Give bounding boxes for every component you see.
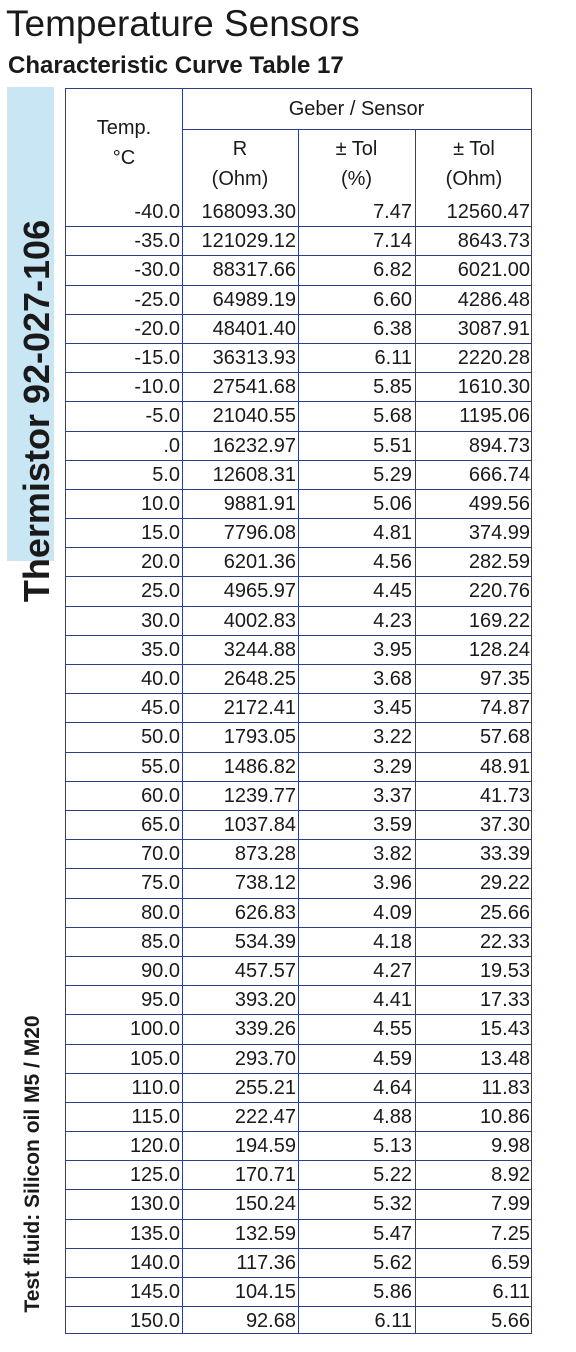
r-cell: 21040.55 xyxy=(212,405,296,428)
sensor-group-header: Geber / Sensor xyxy=(288,98,425,120)
table-row xyxy=(66,723,533,752)
table-row xyxy=(66,1220,533,1249)
row-divider xyxy=(66,343,531,344)
temp-cell: -15.0 xyxy=(134,346,180,369)
table-row xyxy=(66,519,533,548)
tol-ohm-cell: 666.74 xyxy=(468,463,530,486)
tol-ohm-cell: 8.92 xyxy=(491,1164,530,1187)
tol-ohm-cell: 128.24 xyxy=(468,638,530,661)
table-row xyxy=(66,636,533,665)
tol-ohm-cell: 1195.06 xyxy=(459,405,530,428)
temp-cell: 85.0 xyxy=(141,930,180,953)
r-cell: 3244.88 xyxy=(223,638,296,661)
tol-ohm-header-line2: (Ohm) xyxy=(445,168,503,190)
tol-pct-cell: 5.86 xyxy=(373,1281,412,1304)
tol-ohm-header-line1: ± Tol xyxy=(453,138,495,160)
tol-pct-cell: 5.68 xyxy=(373,405,412,428)
tol-pct-cell: 4.59 xyxy=(373,1047,412,1070)
temp-cell: 20.0 xyxy=(141,551,180,574)
tol-pct-cell: 4.27 xyxy=(373,959,412,982)
tol-pct-cell: 4.88 xyxy=(373,1105,412,1128)
temp-cell: 135.0 xyxy=(129,1222,180,1245)
tol-pct-cell: 7.14 xyxy=(373,230,412,253)
table-row xyxy=(66,344,533,373)
tol-ohm-cell: 3087.91 xyxy=(457,317,530,340)
row-divider xyxy=(66,1277,531,1278)
tol-pct-cell: 7.47 xyxy=(373,201,412,223)
temp-cell: 120.0 xyxy=(129,1135,180,1158)
tol-pct-cell: 3.68 xyxy=(373,668,412,691)
r-cell: 1793.05 xyxy=(223,726,296,749)
r-cell: 339.26 xyxy=(234,1018,296,1041)
temp-cell: 150.0 xyxy=(129,1310,180,1333)
tol-pct-header xyxy=(298,134,415,194)
tol-ohm-cell: 57.68 xyxy=(479,726,530,749)
r-cell: 534.39 xyxy=(234,930,296,953)
r-cell: 104.15 xyxy=(234,1281,296,1304)
temp-cell: 15.0 xyxy=(141,522,180,545)
row-divider xyxy=(66,314,531,315)
table-row xyxy=(66,198,533,227)
r-cell: 7796.08 xyxy=(223,522,296,545)
r-cell: 4965.97 xyxy=(223,580,296,603)
test-fluid-note: Test fluid: Silicon oil M5 / M20 xyxy=(21,1015,44,1313)
tol-pct-cell: 6.38 xyxy=(373,317,412,340)
tol-pct-cell: 3.95 xyxy=(373,638,412,661)
temp-cell: 95.0 xyxy=(141,989,180,1012)
row-divider xyxy=(66,898,531,899)
tol-ohm-cell: 7.99 xyxy=(491,1193,530,1216)
table-row xyxy=(66,957,533,986)
tol-pct-cell: 6.60 xyxy=(373,288,412,311)
table-row xyxy=(66,811,533,840)
table-row xyxy=(66,928,533,957)
tol-ohm-cell: 2220.28 xyxy=(457,346,530,369)
temp-cell: 110.0 xyxy=(131,1076,180,1099)
row-divider xyxy=(66,576,531,577)
r-cell: 626.83 xyxy=(234,901,296,924)
row-divider xyxy=(66,255,531,256)
r-cell: 457.57 xyxy=(234,959,296,982)
row-divider xyxy=(66,810,531,811)
tol-ohm-cell: 894.73 xyxy=(468,434,530,457)
tol-ohm-cell: 97.35 xyxy=(479,668,530,691)
temp-cell: 140.0 xyxy=(129,1251,180,1274)
r-cell: 117.36 xyxy=(236,1251,296,1274)
r-cell: 1037.84 xyxy=(223,813,296,836)
table-row xyxy=(66,665,533,694)
tol-ohm-cell: 220.76 xyxy=(468,580,530,603)
r-cell: 48401.40 xyxy=(212,317,296,340)
table-row xyxy=(66,1161,533,1190)
tol-pct-cell: 5.32 xyxy=(373,1193,412,1216)
temp-cell: -40.0 xyxy=(134,201,180,223)
table-row xyxy=(66,577,533,606)
tol-ohm-cell: 169.22 xyxy=(468,609,530,632)
tol-pct-cell: 5.85 xyxy=(373,376,412,399)
r-header-line2: (Ohm) xyxy=(211,168,269,190)
table-row xyxy=(66,1103,533,1132)
thermistor-label: Thermistor 92-027-106 xyxy=(16,219,57,603)
tol-pct-cell: 5.51 xyxy=(373,434,412,457)
table-row xyxy=(66,1278,533,1307)
tol-pct-header-line2: (%) xyxy=(340,168,373,190)
characteristic-table xyxy=(65,88,532,1334)
tol-pct-cell: 3.82 xyxy=(373,843,412,866)
r-header-line1: R xyxy=(232,138,248,160)
tol-pct-cell: 3.45 xyxy=(373,697,412,720)
group-header-divider xyxy=(182,129,531,130)
row-divider xyxy=(66,547,531,548)
table-row xyxy=(66,227,533,256)
row-divider xyxy=(66,956,531,957)
tol-ohm-cell: 282.59 xyxy=(468,551,530,574)
row-divider xyxy=(66,781,531,782)
tol-ohm-cell: 12560.47 xyxy=(446,201,530,223)
r-cell: 92.68 xyxy=(245,1310,296,1333)
row-divider xyxy=(66,606,531,607)
tol-pct-cell: 6.82 xyxy=(373,259,412,282)
temp-cell: 75.0 xyxy=(141,872,180,895)
table-row xyxy=(66,1074,533,1103)
tol-ohm-cell: 19.53 xyxy=(479,959,530,982)
tol-ohm-header xyxy=(415,134,533,194)
tol-pct-cell: 3.29 xyxy=(373,755,412,778)
r-cell: 873.28 xyxy=(234,843,296,866)
tol-ohm-cell: 41.73 xyxy=(479,784,530,807)
table-row xyxy=(66,315,533,344)
tol-pct-cell: 4.45 xyxy=(373,580,412,603)
r-cell: 9881.91 xyxy=(223,492,296,515)
tol-ohm-cell: 74.87 xyxy=(479,697,530,720)
temp-cell: 65.0 xyxy=(141,813,180,836)
row-divider xyxy=(66,1073,531,1074)
r-cell: 255.21 xyxy=(234,1076,296,1099)
r-cell: 64989.19 xyxy=(212,288,296,311)
tol-ohm-cell: 1610.30 xyxy=(457,376,530,399)
tol-pct-cell: 6.11 xyxy=(374,1310,412,1333)
tol-ohm-cell: 8643.73 xyxy=(457,230,530,253)
page-title: Temperature Sensors xyxy=(6,3,360,44)
r-cell: 222.47 xyxy=(234,1105,296,1128)
temp-header-line1: Temp. xyxy=(96,117,152,139)
table-row xyxy=(66,286,533,315)
tol-ohm-cell: 15.43 xyxy=(479,1018,530,1041)
temp-header xyxy=(66,113,182,173)
row-divider xyxy=(66,1306,531,1307)
table-row xyxy=(66,461,533,490)
tol-ohm-cell: 37.30 xyxy=(479,813,530,836)
tol-ohm-cell: 25.66 xyxy=(479,901,530,924)
temp-cell: -35.0 xyxy=(134,230,180,253)
tol-pct-cell: 4.81 xyxy=(373,522,412,545)
table-row xyxy=(66,840,533,869)
row-divider xyxy=(66,839,531,840)
table-row xyxy=(66,432,533,461)
temp-cell: 25.0 xyxy=(141,580,180,603)
tol-pct-cell: 4.23 xyxy=(373,609,412,632)
table-row xyxy=(66,490,533,519)
temp-cell: 5.0 xyxy=(152,463,180,486)
tol-pct-cell: 4.41 xyxy=(373,989,412,1012)
tol-ohm-cell: 22.33 xyxy=(479,930,530,953)
r-cell: 88317.66 xyxy=(212,259,296,282)
tol-ohm-cell: 48.91 xyxy=(479,755,530,778)
table-row xyxy=(66,753,533,782)
table-row xyxy=(66,1307,533,1336)
tol-ohm-cell: 6021.00 xyxy=(457,259,530,282)
table-row xyxy=(66,1045,533,1074)
page-subtitle: Characteristic Curve Table 17 xyxy=(8,52,344,79)
table-row xyxy=(66,373,533,402)
temp-cell: 35.0 xyxy=(141,638,180,661)
table-row xyxy=(66,986,533,1015)
tol-pct-header-line1: ± Tol xyxy=(335,138,378,160)
temp-cell: 70.0 xyxy=(141,843,180,866)
table-row xyxy=(66,869,533,898)
temp-cell: 10.0 xyxy=(141,492,180,515)
row-divider xyxy=(66,722,531,723)
row-divider xyxy=(66,489,531,490)
tol-pct-cell: 5.22 xyxy=(373,1164,412,1187)
r-cell: 132.59 xyxy=(234,1222,296,1245)
tol-pct-cell: 4.55 xyxy=(373,1018,412,1041)
temp-cell: 105.0 xyxy=(129,1047,180,1070)
tol-ohm-cell: 9.98 xyxy=(491,1135,530,1158)
side-label-band xyxy=(7,87,57,603)
tol-pct-cell: 5.13 xyxy=(373,1135,412,1158)
tol-pct-cell: 3.37 xyxy=(373,784,412,807)
row-divider xyxy=(66,372,531,373)
tol-ohm-cell: 7.25 xyxy=(491,1222,530,1245)
table-row xyxy=(66,1249,533,1278)
table-row xyxy=(66,899,533,928)
r-cell: 194.59 xyxy=(234,1135,296,1158)
tol-pct-cell: 4.09 xyxy=(373,901,412,924)
temp-cell: -5.0 xyxy=(145,405,180,428)
row-divider xyxy=(66,1131,531,1132)
r-cell: 170.71 xyxy=(234,1164,296,1187)
table-row xyxy=(66,402,533,431)
row-divider xyxy=(66,1102,531,1103)
tol-pct-cell: 4.18 xyxy=(373,930,412,953)
temp-header-line2: °C xyxy=(112,147,136,169)
temp-cell: 145.0 xyxy=(129,1281,180,1304)
table-row xyxy=(66,256,533,285)
row-divider xyxy=(66,518,531,519)
tol-pct-cell: 3.96 xyxy=(373,872,412,895)
tol-ohm-cell: 13.48 xyxy=(479,1047,530,1070)
temp-cell: 100.0 xyxy=(129,1018,180,1041)
tol-ohm-cell: 11.83 xyxy=(481,1076,530,1099)
tol-ohm-cell: 4286.48 xyxy=(457,288,530,311)
tol-ohm-cell: 33.39 xyxy=(479,843,530,866)
tol-ohm-cell: 374.99 xyxy=(468,522,530,545)
row-divider xyxy=(66,1189,531,1190)
r-cell: 150.24 xyxy=(234,1193,296,1216)
temp-cell: -10.0 xyxy=(134,376,180,399)
tol-ohm-cell: 5.66 xyxy=(491,1310,530,1333)
r-cell: 2648.25 xyxy=(223,668,296,691)
temp-cell: 125.0 xyxy=(129,1164,180,1187)
tol-ohm-cell: 499.56 xyxy=(468,492,530,515)
row-divider xyxy=(66,693,531,694)
row-divider xyxy=(66,868,531,869)
tol-pct-cell: 5.29 xyxy=(373,463,412,486)
temp-cell: 80.0 xyxy=(141,901,180,924)
table-row xyxy=(66,548,533,577)
r-cell: 6201.36 xyxy=(223,551,296,574)
temp-cell: -30.0 xyxy=(134,259,180,282)
tol-ohm-cell: 17.33 xyxy=(479,989,530,1012)
temp-cell: 55.0 xyxy=(141,755,180,778)
tol-ohm-cell: 10.86 xyxy=(479,1105,530,1128)
r-cell: 2172.41 xyxy=(223,697,296,720)
tol-pct-cell: 4.64 xyxy=(373,1076,412,1099)
table-row xyxy=(66,1015,533,1044)
temp-cell: 60.0 xyxy=(141,784,180,807)
r-cell: 293.70 xyxy=(234,1047,296,1070)
row-divider xyxy=(66,1248,531,1249)
tol-ohm-cell: 29.22 xyxy=(479,872,530,895)
table-row xyxy=(66,694,533,723)
r-cell: 1239.77 xyxy=(223,784,296,807)
r-header xyxy=(182,134,298,194)
row-divider xyxy=(66,226,531,227)
row-divider xyxy=(66,1160,531,1161)
table-row xyxy=(66,782,533,811)
tol-pct-cell: 4.56 xyxy=(373,551,412,574)
tol-pct-cell: 5.47 xyxy=(373,1222,412,1245)
row-divider xyxy=(66,985,531,986)
temp-cell: -20.0 xyxy=(134,317,180,340)
r-cell: 16232.97 xyxy=(212,434,296,457)
temp-cell: 45.0 xyxy=(141,697,180,720)
row-divider xyxy=(66,1014,531,1015)
row-divider xyxy=(66,927,531,928)
row-divider xyxy=(66,635,531,636)
tol-pct-cell: 3.22 xyxy=(373,726,412,749)
row-divider xyxy=(66,401,531,402)
temp-cell: 90.0 xyxy=(141,959,180,982)
row-divider xyxy=(66,1044,531,1045)
table-row xyxy=(66,1190,533,1219)
r-cell: 12608.31 xyxy=(212,463,296,486)
tol-pct-cell: 5.62 xyxy=(373,1251,412,1274)
table-row xyxy=(66,1132,533,1161)
temp-cell: 115.0 xyxy=(131,1105,180,1128)
tol-pct-cell: 3.59 xyxy=(373,813,412,836)
r-cell: 36313.93 xyxy=(212,346,296,369)
r-cell: 738.12 xyxy=(234,872,296,895)
row-divider xyxy=(66,431,531,432)
temp-cell: 40.0 xyxy=(141,668,180,691)
temp-cell: 50.0 xyxy=(141,726,180,749)
tol-pct-cell: 5.06 xyxy=(373,492,412,515)
table-row xyxy=(66,607,533,636)
r-cell: 121029.12 xyxy=(201,230,296,253)
temp-cell: .0 xyxy=(163,434,180,457)
r-cell: 27541.68 xyxy=(212,376,296,399)
row-divider xyxy=(66,752,531,753)
r-cell: 168093.30 xyxy=(201,201,296,223)
row-divider xyxy=(66,1219,531,1220)
r-cell: 393.20 xyxy=(234,989,296,1012)
temp-cell: 130.0 xyxy=(129,1193,180,1216)
temp-cell: 30.0 xyxy=(141,609,180,632)
tol-ohm-cell: 6.59 xyxy=(491,1251,530,1274)
tol-pct-cell: 6.11 xyxy=(374,346,412,369)
temp-cell: -25.0 xyxy=(134,288,180,311)
tol-ohm-cell: 6.11 xyxy=(492,1281,530,1304)
row-divider xyxy=(66,460,531,461)
r-cell: 4002.83 xyxy=(223,609,296,632)
row-divider xyxy=(66,285,531,286)
row-divider xyxy=(66,664,531,665)
r-cell: 1486.82 xyxy=(223,755,296,778)
